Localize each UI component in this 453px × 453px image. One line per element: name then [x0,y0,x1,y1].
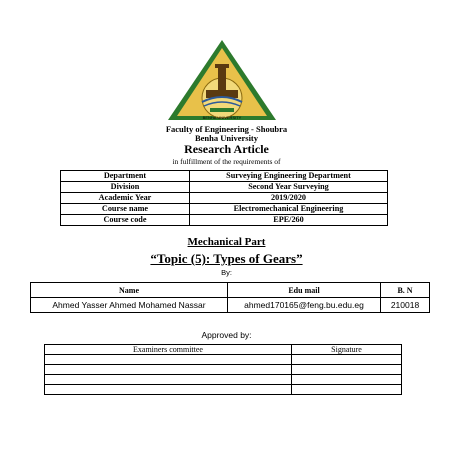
signature-cell [292,375,402,385]
examiner-cell [45,385,292,395]
fulfillment-text: in fulfillment of the requirements of [172,157,281,166]
signature-cell [292,385,402,395]
university-name: Benha University [194,133,259,143]
info-label: Academic Year [61,193,190,204]
col-header-name: Name [31,283,228,298]
table-row [31,298,430,313]
info-row [61,215,388,226]
logo-seal-text: BENHA UNIVERSITY [202,115,242,120]
col-header-examiners: Examiners committee [45,345,292,355]
col-header-bn: B. N [381,283,430,298]
by-label: By: [221,268,232,277]
examiners-header-row [45,345,402,355]
examiner-cell [45,375,292,385]
examiner-cell [45,355,292,365]
approved-label: Approved by: [201,330,252,340]
info-value: Second Year Surveying [190,182,388,193]
table-row [45,355,402,365]
faculty-name: Faculty of Engineering - Shoubra [165,124,288,134]
info-row [61,204,388,215]
course-info-table [60,170,388,226]
examiners-table [44,344,402,395]
document-type: Research Article [184,142,269,156]
col-header-email: Edu mail [228,283,381,298]
info-label: Department [61,171,190,182]
info-row [61,171,388,182]
student-name: Ahmed Yasser Ahmed Mohamed Nassar [31,298,228,313]
student-email: ahmed170165@feng.bu.edu.eg [228,298,381,313]
faculty-header [0,125,453,143]
student-bn: 210018 [381,298,430,313]
table-row [45,365,402,375]
signature-cell [292,365,402,375]
info-row [61,182,388,193]
info-value: EPE/260 [190,215,388,226]
info-label: Course name [61,204,190,215]
info-label: Division [61,182,190,193]
signature-cell [292,355,402,365]
students-table [30,282,430,313]
table-row [45,385,402,395]
students-header-row [31,283,430,298]
info-label: Course code [61,215,190,226]
info-value: Electromechanical Engineering [190,204,388,215]
university-logo [166,38,278,122]
examiner-cell [45,365,292,375]
info-row [61,193,388,204]
topic-title: “Topic (5): Types of Gears” [150,251,303,266]
info-value: Surveying Engineering Department [190,171,388,182]
table-row [45,375,402,385]
col-header-signature: Signature [292,345,402,355]
part-title: Mechanical Part [187,236,266,248]
info-value: 2019/2020 [190,193,388,204]
